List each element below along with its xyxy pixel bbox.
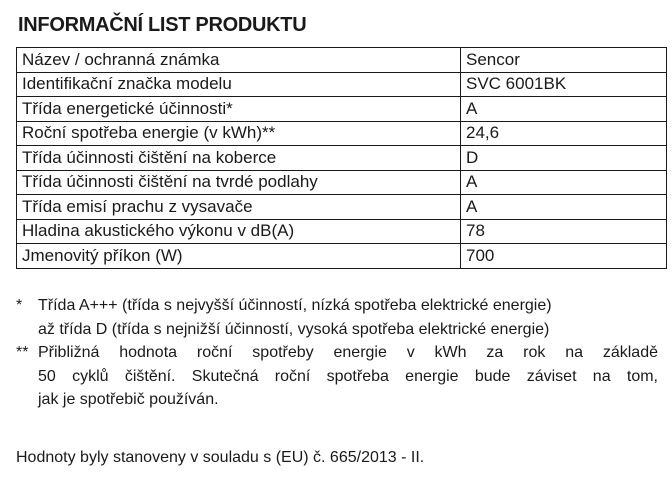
footnote-mark: * — [16, 297, 23, 314]
footnote-line: Přibližná hodnota roční spotřeby energie v kWh za rok na základě — [38, 344, 658, 361]
footnote-line: až třída D (třída s nejnižší účinností, vysoká spotřeba elektrické energie) — [38, 320, 550, 338]
footnote-energy-class — [16, 294, 658, 341]
footnote-energy-consumption — [16, 341, 658, 412]
row-value: D — [461, 146, 667, 171]
row-label: Roční spotřeba energie (v kWh)** — [17, 121, 461, 146]
row-label: Název / ochranná známka — [17, 48, 461, 73]
page-title: INFORMAČNÍ LIST PRODUKTU — [18, 14, 307, 36]
footnote-line: jak je spotřebič používán. — [38, 391, 219, 408]
row-label: Identifikační značka modelu — [17, 72, 461, 97]
table-row — [17, 170, 667, 195]
table-row — [17, 219, 667, 244]
footnote-line: Třída A+++ (třída s nejvyšší účinností, nízká spotřeba elektrické energie) — [38, 297, 552, 314]
table-row — [17, 121, 667, 146]
row-value: 700 — [461, 244, 667, 269]
row-label: Jmenovitý příkon (W) — [17, 244, 461, 269]
row-value: 24,6 — [461, 121, 667, 146]
table-row — [17, 97, 667, 122]
row-value: A — [461, 170, 667, 195]
row-value: SVC 6001BK — [461, 72, 667, 97]
row-value: A — [461, 97, 667, 122]
row-value: A — [461, 195, 667, 220]
table-row — [17, 72, 667, 97]
row-value: 78 — [461, 219, 667, 244]
row-value: Sencor — [461, 48, 667, 73]
table-row — [17, 146, 667, 171]
row-label: Hladina akustického výkonu v dB(A) — [17, 219, 461, 244]
row-label: Třída účinnosti čištění na koberce — [17, 146, 461, 171]
footnote-text — [38, 341, 658, 412]
row-label: Třída emisí prachu z vysavače — [17, 195, 461, 220]
footnote-mark: ** — [16, 344, 29, 361]
row-label: Třída energetické účinnosti* — [17, 97, 461, 122]
footnote-text — [38, 294, 658, 341]
table-row — [17, 244, 667, 269]
footnotes — [16, 294, 658, 412]
regulation-note: Hodnoty byly stanoveny v souladu s (EU) č. 665/2013 - II. — [16, 449, 425, 466]
footnote-line: 50 cyklů čištění. Skutečná roční spotřeba energie bude záviset na tom, — [38, 367, 658, 385]
table-row — [17, 195, 667, 220]
product-info-table — [16, 47, 667, 269]
table-row — [17, 48, 667, 73]
row-label: Třída účinnosti čištění na tvrdé podlahy — [17, 170, 461, 195]
